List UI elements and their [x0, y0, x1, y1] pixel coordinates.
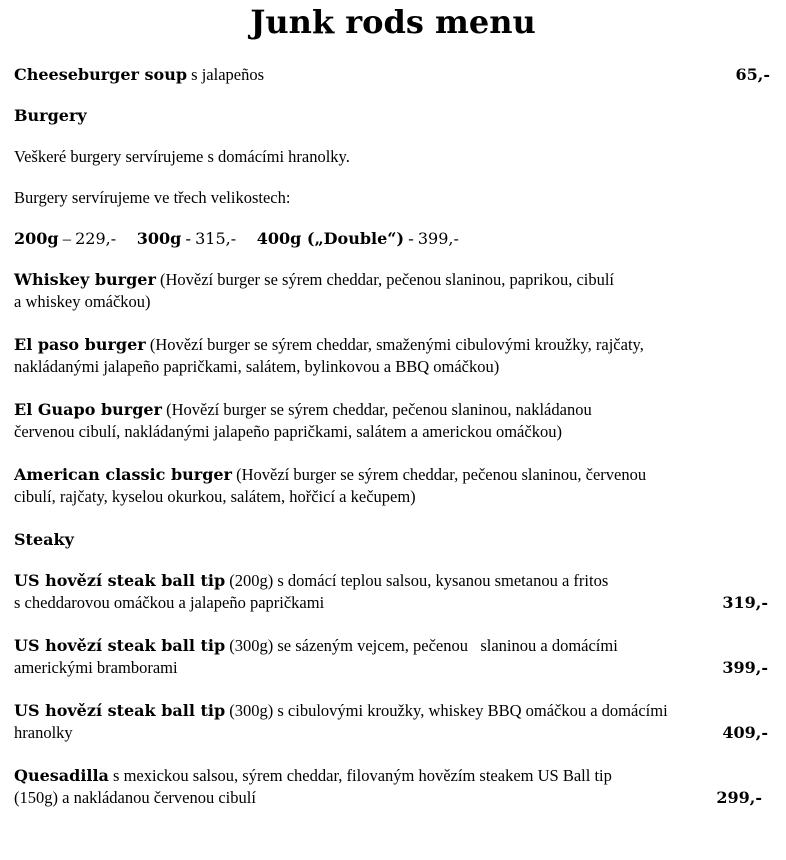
size-label: 300g: [136, 229, 182, 248]
steak-item: [14, 570, 770, 614]
steak-item: [14, 635, 770, 679]
item-desc-line1: s mexickou salsou, sýrem cheddar, filovaným hovězím steakem US Ball tip: [113, 766, 612, 785]
burger-item: [14, 399, 770, 443]
item-price: 399,-: [722, 658, 768, 677]
soup-desc: s jalapeños: [191, 65, 265, 84]
steaks-heading-text: Steaky: [14, 530, 74, 549]
item-desc-line1: (300g) s cibulovými kroužky, whiskey BBQ omáčkou a domácími: [229, 701, 668, 720]
item-desc-line2: americkými bramborami: [14, 658, 178, 677]
burger-item: [14, 269, 770, 313]
item-name: American classic burger: [14, 465, 232, 484]
item-desc-line1: (200g) s domácí teplou salsou, kysanou smetanou a fritos: [229, 571, 609, 590]
soup-name: Cheeseburger soup: [14, 65, 188, 84]
burgers-heading-text: Burgery: [14, 106, 87, 125]
item-price: 319,-: [722, 593, 768, 612]
burgers-intro-2: Burgery servírujeme ve třech velikostech:: [14, 188, 291, 207]
menu-title: Junk rods menu: [250, 3, 536, 41]
item-desc-line2: a whiskey omáčkou): [14, 292, 151, 311]
item-desc-line1: (Hovězí burger se sýrem cheddar, smaženými cibulovými kroužky, rajčaty,: [149, 335, 644, 354]
size-price: 399,-: [417, 229, 459, 248]
soup-price: 65,-: [735, 65, 770, 84]
item-name: El paso burger: [14, 335, 146, 354]
item-desc-line1: (Hovězí burger se sýrem cheddar, pečenou slaninou, nakládanou: [166, 400, 592, 419]
burger-item: [14, 464, 770, 508]
soup-item: [14, 64, 770, 86]
item-desc-line1: (Hovězí burger se sýrem cheddar, pečenou slaninou, červenou: [236, 465, 647, 484]
burgers-intro-1: Veškeré burgery servírujeme s domácími hranolky.: [14, 147, 350, 166]
item-desc-line2: cibulí, rajčaty, kyselou okurkou, salátem, hořčicí a kečupem): [14, 487, 416, 506]
size-sep: -: [404, 229, 418, 248]
size-sep: -: [181, 229, 196, 248]
steak-item: [14, 700, 770, 744]
item-name: US hovězí steak ball tip: [14, 701, 226, 720]
burger-item: [14, 334, 770, 378]
item-desc-line2: (150g) a nakládanou červenou cibulí: [14, 788, 256, 807]
steak-item: [14, 765, 770, 809]
item-desc-line2: červenou cibulí, nakládanými jalapeño papričkami, salátem a americkou omáčkou): [14, 422, 562, 441]
item-price: 409,-: [722, 723, 768, 742]
item-desc-line1: (300g) se sázeným vejcem, pečenou slaninou a domácími: [229, 636, 618, 655]
item-name: Whiskey burger: [14, 270, 156, 289]
item-desc-line1: (Hovězí burger se sýrem cheddar, pečenou slaninou, paprikou, cibulí: [160, 270, 615, 289]
steaks-heading: [14, 529, 770, 551]
size-sep: –: [58, 229, 76, 248]
item-desc-line2: hranolky: [14, 723, 73, 742]
item-name: El Guapo burger: [14, 400, 162, 419]
item-name: Quesadilla: [14, 766, 109, 785]
burger-sizes: [14, 228, 770, 250]
size-label: 400g („Double“): [256, 229, 405, 248]
item-desc-line2: nakládanými jalapeño papričkami, salátem, bylinkovou a BBQ omáčkou): [14, 357, 500, 376]
size-price: 229,-: [75, 229, 117, 248]
burgers-heading: [14, 105, 770, 127]
item-desc-line2: s cheddarovou omáčkou a jalapeño papričkami: [14, 593, 325, 612]
item-name: US hovězí steak ball tip: [14, 571, 226, 590]
item-name: US hovězí steak ball tip: [14, 636, 226, 655]
size-price: 315,-: [195, 229, 237, 248]
size-label: 200g: [14, 229, 59, 248]
item-price: 299,-: [716, 788, 762, 807]
